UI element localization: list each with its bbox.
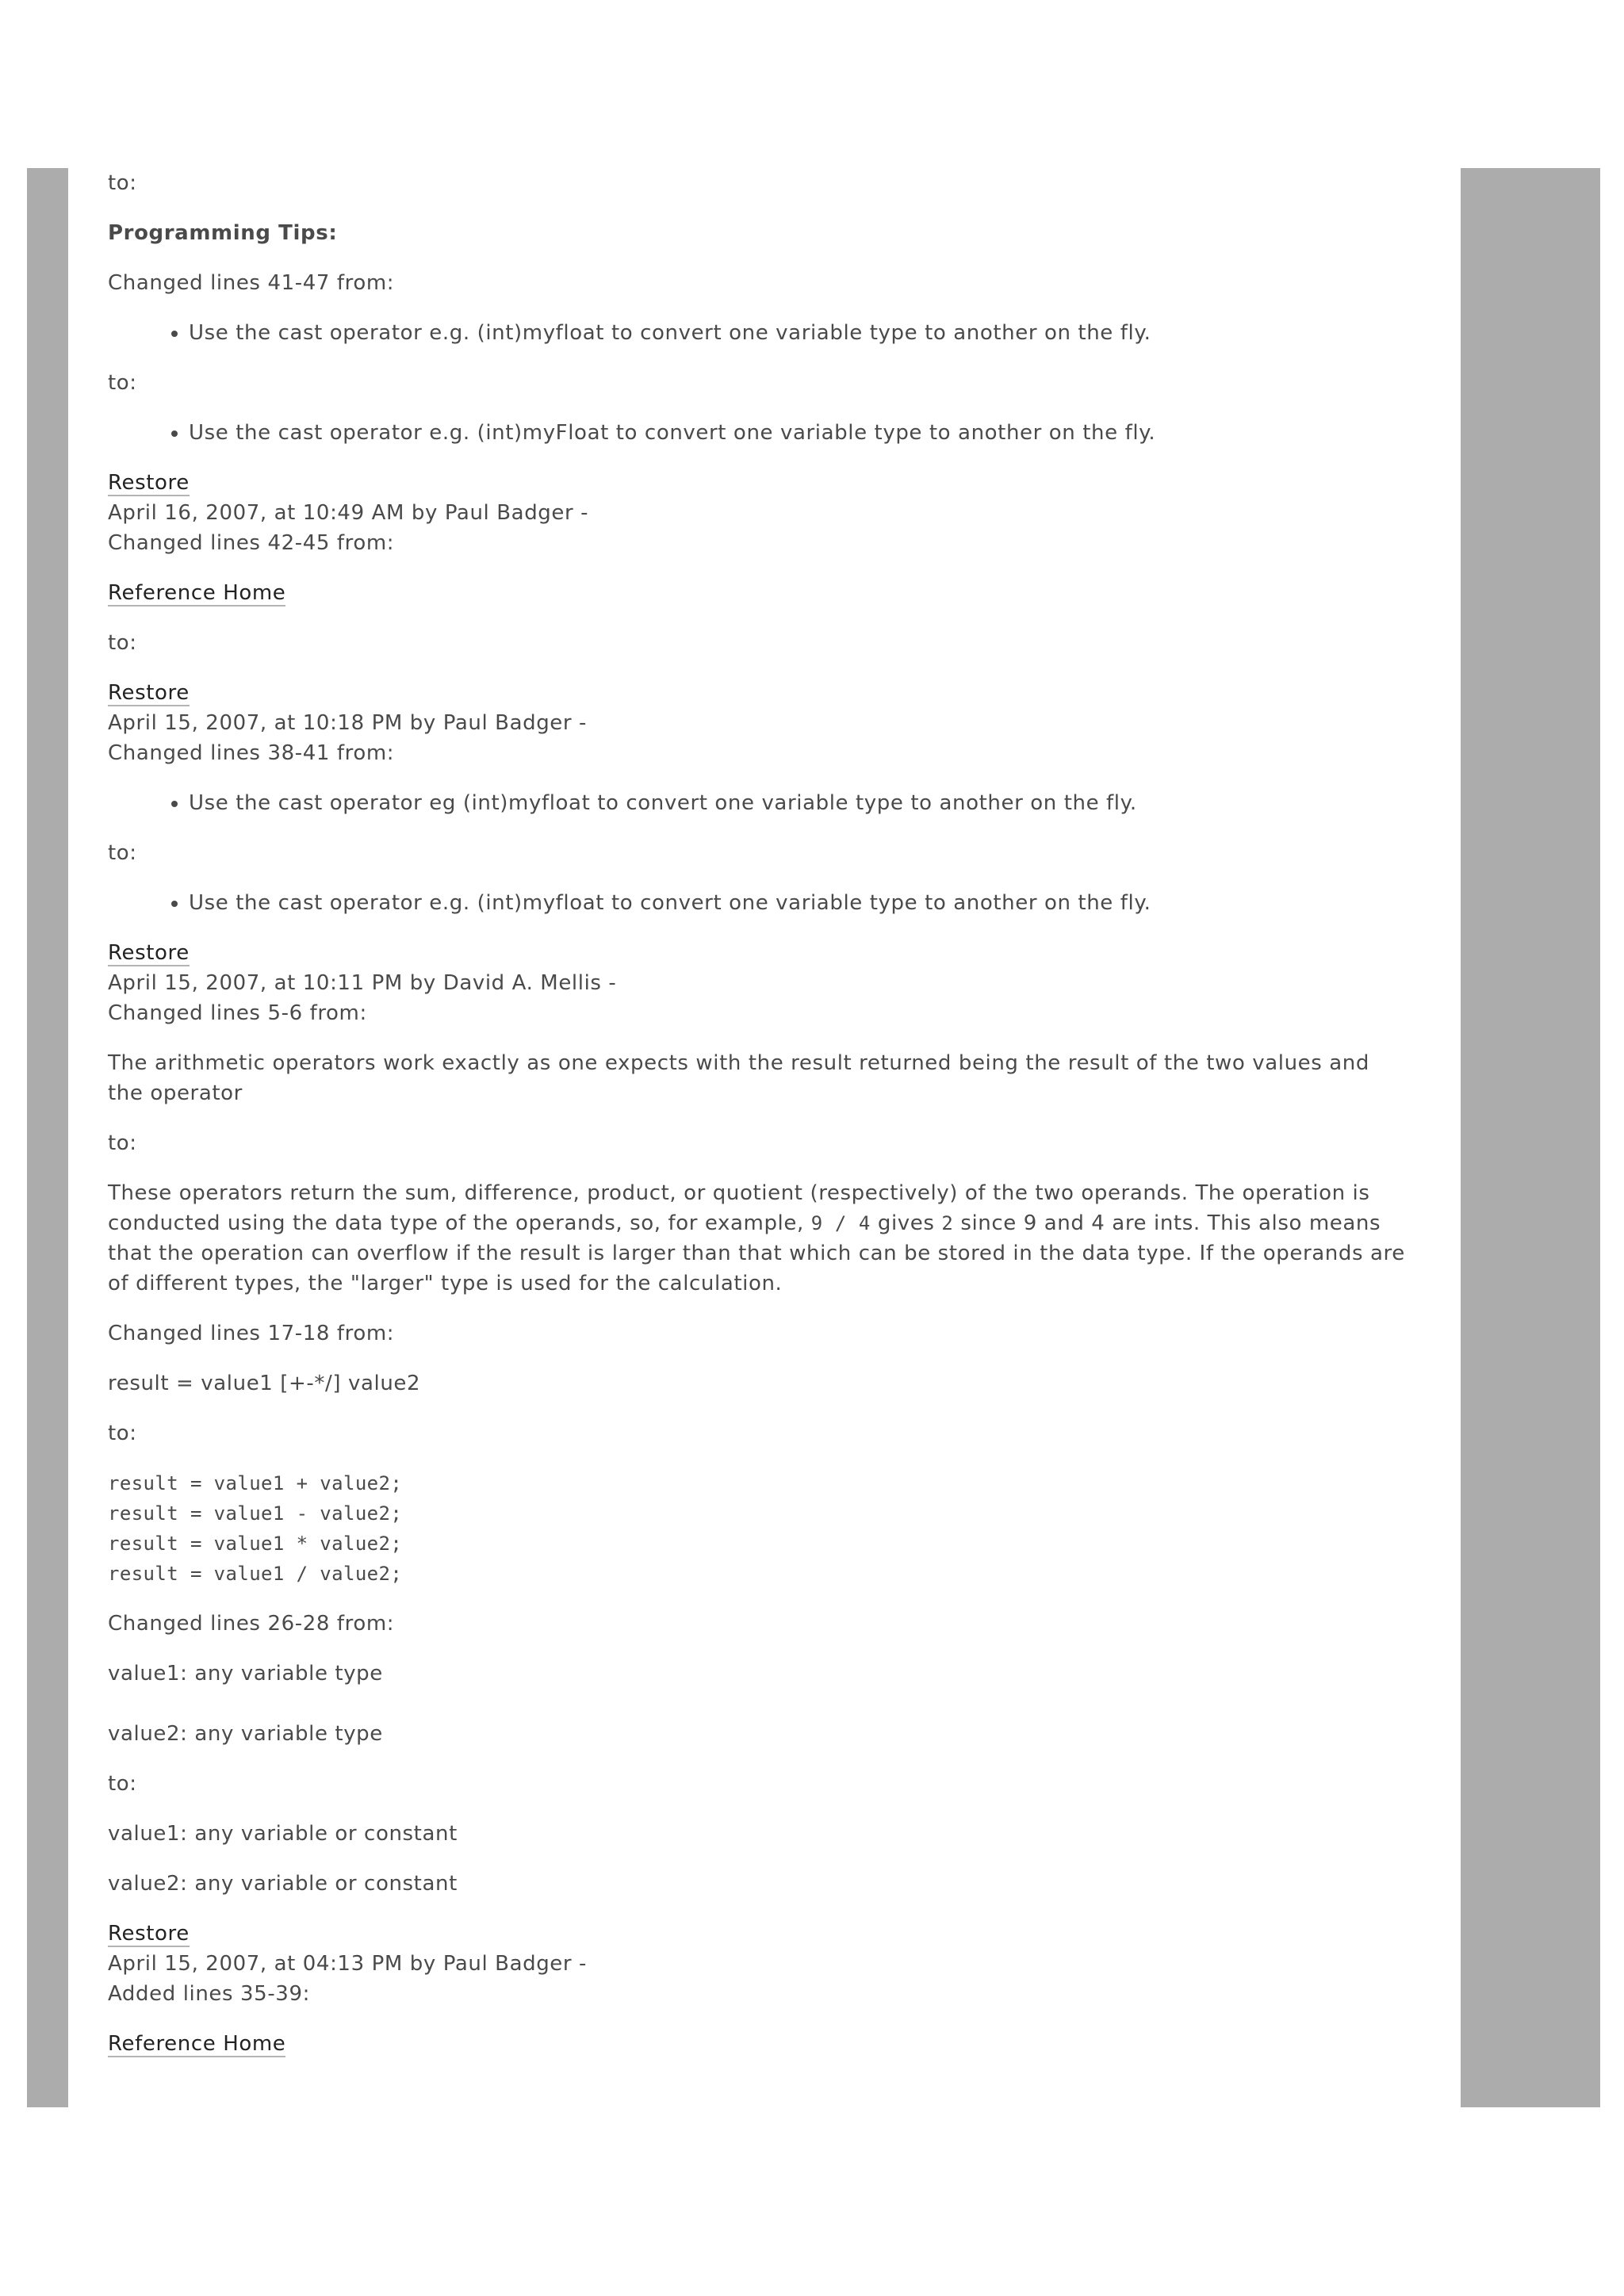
- revision-meta: April 15, 2007, at 10:18 PM by Paul Badger -: [108, 711, 588, 735]
- restore-link[interactable]: Restore: [108, 681, 190, 705]
- to-label: to:: [108, 631, 137, 655]
- list-item: • Use the cast operator eg (int)myfloat to convert one variable type to another on the fly.: [189, 788, 1405, 818]
- revision-entry: [108, 678, 1405, 918]
- restore-link[interactable]: Restore: [108, 941, 190, 965]
- code-line: result = value1 - value2;: [108, 1502, 403, 1525]
- param-to: value2: any variable or constant: [108, 1872, 458, 1896]
- to-label: to:: [108, 841, 137, 865]
- change-summary: Changed lines 5-6 from:: [108, 1001, 367, 1025]
- revision-entry: [108, 938, 1405, 1899]
- revision-entry: [108, 1919, 1405, 2059]
- left-border-bar: [27, 168, 68, 2107]
- diff-to-list: [108, 888, 1405, 918]
- change-summary: Changed lines 41-47 from:: [108, 271, 395, 295]
- inline-code: 9 / 4: [810, 1212, 871, 1234]
- list-item: • Use the cast operator e.g. (int)myfloat to convert one variable type to another on the fly.: [189, 318, 1405, 348]
- to-label: to:: [108, 1422, 137, 1445]
- revision-meta: April 15, 2007, at 04:13 PM by Paul Badger -: [108, 1952, 588, 1976]
- list-item: • Use the cast operator e.g. (int)myFloat to convert one variable type to another on the fly.: [189, 418, 1405, 448]
- page-history-content: [108, 168, 1405, 2079]
- param-to: value1: any variable or constant: [108, 1822, 458, 1846]
- restore-link[interactable]: Restore: [108, 1922, 190, 1946]
- change-summary: Changed lines 38-41 from:: [108, 741, 395, 765]
- change-summary: Changed lines 42-45 from:: [108, 531, 395, 555]
- to-label: to:: [108, 1772, 137, 1796]
- code-line: result = value1 * value2;: [108, 1533, 403, 1555]
- change-summary: Changed lines 26-28 from:: [108, 1612, 395, 1636]
- syntax-from: result = value1 [+-*/] value2: [108, 1372, 421, 1395]
- diff-to-list: [108, 418, 1405, 448]
- diff-from-text: The arithmetic operators work exactly as one expects with the result returned being the result of the two values and the operator: [108, 1051, 1369, 1105]
- diff-from-list: [108, 788, 1405, 818]
- code-line: result = value1 / value2;: [108, 1563, 403, 1585]
- revision-entry: [108, 468, 1405, 658]
- list-item: • Use the cast operator e.g. (int)myfloat to convert one variable type to another on the fly.: [189, 888, 1405, 918]
- param-from: value2: any variable type: [108, 1722, 383, 1746]
- change-summary: Added lines 35-39:: [108, 1982, 310, 2006]
- diff-to-text: These operators return the sum, difference, product, or quotient (respectively) of the two operands. The operation is conducted using the data type of the operands, so, for example, 9 / 4 gives 2 since 9 and 4 are ints. This also means that the operation can overflow if the result is larger than that which can be stored in the data type. If the operands are of different types, the "larger" type is used for the calculation.: [108, 1181, 1405, 1295]
- to-label: to:: [108, 171, 137, 195]
- reference-home-link[interactable]: Reference Home: [108, 2032, 286, 2056]
- inline-code: 2: [941, 1212, 954, 1234]
- right-border-bar: [1461, 168, 1600, 2107]
- diff-from-list: [108, 318, 1405, 348]
- revision-meta: April 16, 2007, at 10:49 AM by Paul Badger -: [108, 501, 589, 525]
- restore-link[interactable]: Restore: [108, 471, 190, 495]
- to-label: to:: [108, 1131, 137, 1155]
- to-label: to:: [108, 371, 137, 395]
- code-block: [108, 1468, 1405, 1589]
- revision-meta: April 15, 2007, at 10:11 PM by David A. Mellis -: [108, 971, 617, 995]
- section-heading: Programming Tips:: [108, 221, 338, 245]
- reference-home-link[interactable]: Reference Home: [108, 581, 286, 605]
- change-summary: Changed lines 17-18 from:: [108, 1322, 395, 1345]
- param-from: value1: any variable type: [108, 1662, 383, 1686]
- code-line: result = value1 + value2;: [108, 1472, 403, 1494]
